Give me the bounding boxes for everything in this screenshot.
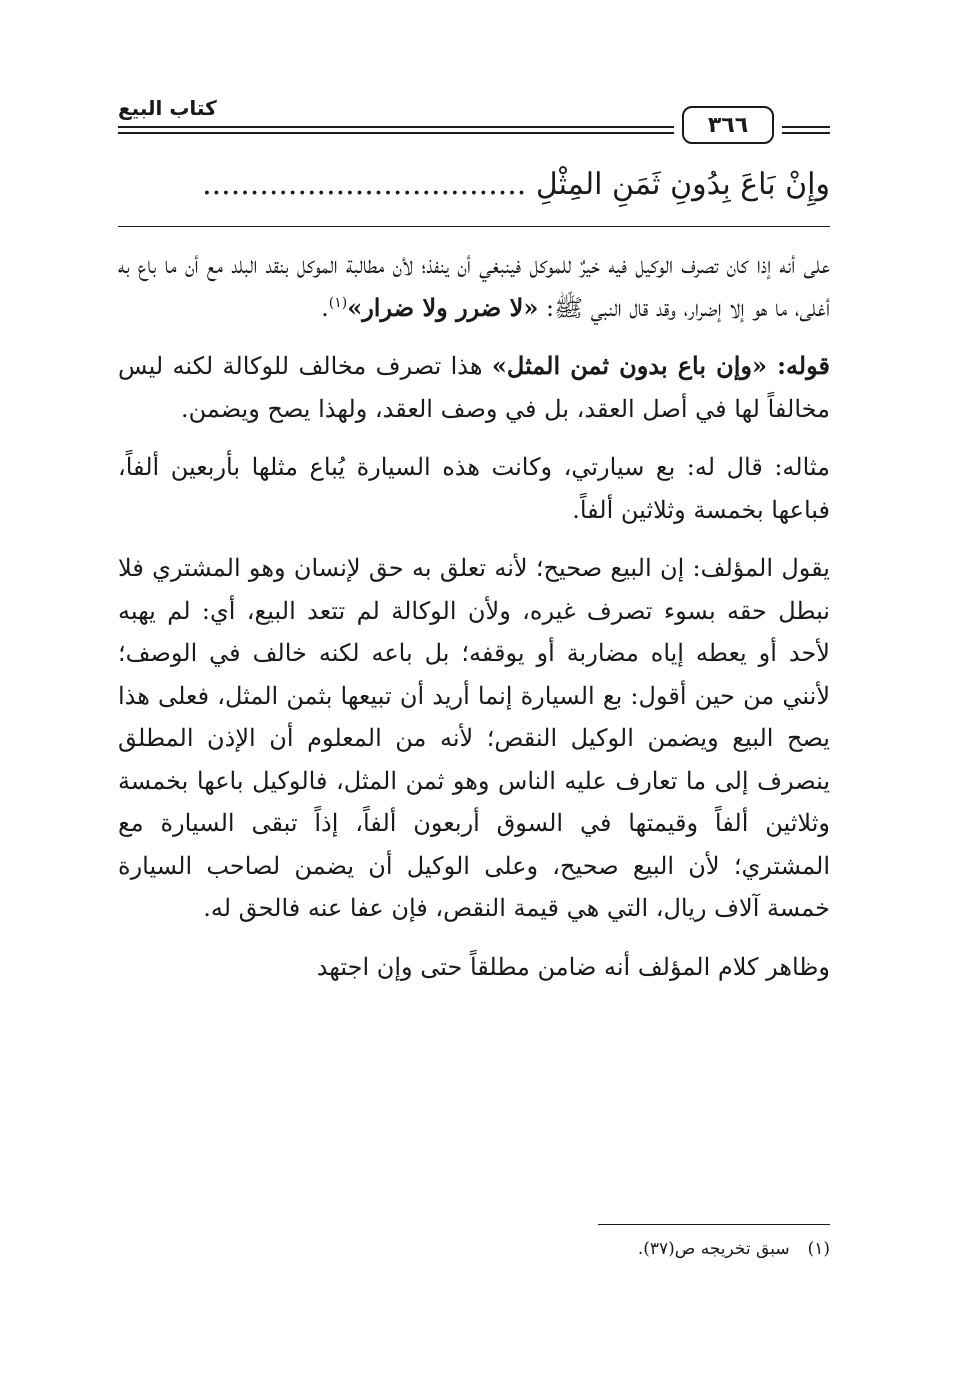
header-rule xyxy=(118,126,674,128)
bold-text: «لا ضرر ولا ضرار» xyxy=(347,292,539,322)
paragraph-text: مثاله: قال له: بع سيارتي، وكانت هذه السيارة يُباع مثلها بأربعين ألفاً، فباعها بخمسة وثلاثين ألفاً. xyxy=(118,453,830,524)
paragraph-text: وظاهر كلام المؤلف أنه ضامن مطلقاً حتى وإن اجتهد xyxy=(316,952,830,981)
bold-text: قوله: «وإن باع بدون ثمن المثل» xyxy=(491,351,830,380)
matn-line: وإِنْ بَاعَ بِدُونِ ثَمَنِ المِثْلِ .................................. xyxy=(202,167,830,202)
paragraph-text: على أنه إذا كان تصرف الوكيل فيه خيرٌ للموكل فينبغي أن ينفذ؛ لأن مطالبة الموكل بنقد البلد مع أن ما باع به أغلى، ما هو إلا إضرار، وقد قال النبي ﷺ: xyxy=(118,251,830,322)
book-title: كتاب البيع xyxy=(118,96,217,120)
body-text xyxy=(118,244,830,1184)
paragraph xyxy=(118,547,830,930)
paragraph xyxy=(118,446,830,531)
header-rule xyxy=(782,126,830,128)
paragraph-text: . xyxy=(321,293,329,322)
footnote-number: (١) xyxy=(807,1239,830,1259)
footnote xyxy=(118,1236,830,1262)
paragraph xyxy=(118,345,830,430)
page-header xyxy=(118,96,830,144)
footnote-ref: (١) xyxy=(328,294,348,311)
paragraph-text: يقول المؤلف: إن البيع صحيح؛ لأنه تعلق به حق لإنسان وهو المشتري فلا نبطل حقه بسوء تصرف غيره، ولأن الوكالة لم تتعد البيع، أي: لم يهبه لأحد أو يعطه إياه مضاربة أو يوقفه؛ بل باعه لكنه خالف في الوصف؛ لأنني من حين أقول: بع السيارة إنما أريد أن تبيعها بثمن المثل، فعلى هذا يصح البيع ويضمن الوكيل النقص؛ لأنه من المعلوم أن الإذن المطلق ينصرف إلى ما تعارف عليه الناس وهو ثمن المثل، فالوكيل باعها بخمسة وثلاثين ألفاً وقيمتها في السوق أربعون ألفاً، إذاً تبقى السيارة مع المشتري؛ لأن البيع صحيح، وعلى الوكيل أن يضمن لصاحب السيارة خمسة آلاف ريال، التي هي قيمة النقص، فإن عفا عنه فالحق له. xyxy=(118,554,830,922)
paragraph xyxy=(118,946,830,989)
matn-divider xyxy=(118,226,830,227)
page-number: ٣٦٦ xyxy=(682,106,774,144)
paragraph-text: هذا تصرف مخالف للوكالة لكنه ليس مخالفاً لها في أصل العقد، بل في وصف العقد، ولهذا يصح ويضمن. xyxy=(118,352,830,423)
header-rule xyxy=(782,132,830,134)
paragraph xyxy=(118,244,830,329)
footnote-divider xyxy=(598,1224,830,1225)
footnote-text: سبق تخريجه ص(٣٧). xyxy=(637,1239,790,1259)
header-rule xyxy=(118,132,674,134)
